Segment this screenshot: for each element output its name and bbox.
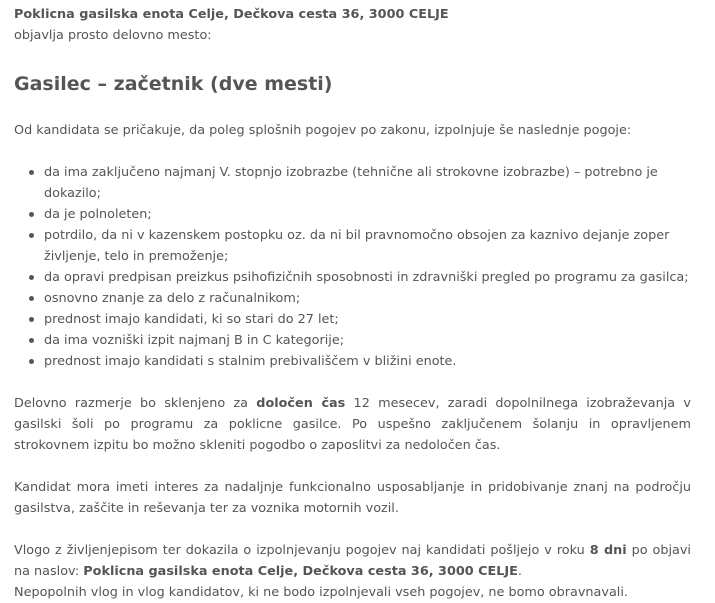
interest-paragraph: Kandidat mora imeti interes za nadaljnje funkcionalno usposabljanje in pridobivanje znanj na področju gasilstva, zaščite in reševanja ter za voznika motornih vozil. — [14, 480, 691, 516]
requirements-list — [14, 162, 691, 372]
organization-name: Poklicna gasilska enota Celje, Dečkova cesta 36, 3000 CELJE — [14, 7, 449, 22]
requirement-item: osnovno znanje za delo z računalnikom; — [44, 288, 691, 309]
incomplete-applications-note: Nepopolnih vlog in vlog kandidatov, ki ne bodo izpolnjevali vseh pogojev, ne bomo obravnavali. — [14, 585, 628, 600]
application-text-end: . — [517, 564, 522, 579]
employment-paragraph — [14, 393, 691, 456]
employment-text-end: 12 mesecev, zaradi dopolnilnega izobraževanja v gasilski šoli po programu za poklicne gasilce. Po uspešno zaključenem šolanju in opravljenem strokovnem izpitu bo možno skleniti pogodbo o zaposlitvi za nedoločen čas. — [14, 396, 691, 453]
application-paragraph — [14, 540, 691, 582]
requirement-item: potrdilo, da ni v kazenskem postopku oz. da ni bil pravnomočno obsojen za kaznivo dejanje zoper življenje, telo in premoženje; — [44, 225, 691, 267]
requirement-item: prednost imajo kandidati s stalnim prebivališčem v bližini enote. — [44, 351, 691, 372]
application-deadline: 8 dni — [589, 543, 627, 558]
job-title: Gasilec – začetnik (dve mesti) — [14, 73, 333, 95]
application-address: Poklicna gasilska enota Celje, Dečkova cesta 36, 3000 CELJE — [83, 564, 518, 579]
employment-term: določen čas — [256, 396, 346, 411]
application-text-middle: po objavi na naslov: — [14, 543, 691, 579]
requirement-item: da opravi predpisan preizkus psihofizičnih sposobnosti in zdravniški pregled po programu za gasilca; — [44, 267, 691, 288]
requirements-intro: Od kandidata se pričakuje, da poleg splošnih pogojev po zakonu, izpolnjuje še naslednje pogoje: — [14, 123, 632, 138]
application-text-start: Vlogo z življenjepisom ter dokazila o izpolnjevanju pogojev naj kandidati pošljejo v roku — [14, 543, 590, 558]
requirement-item: da ima zaključeno najmanj V. stopnjo izobrazbe (tehnične ali strokovne izobrazbe) – potrebno je dokazilo; — [44, 162, 691, 204]
requirement-item: prednost imajo kandidati, ki so stari do 27 let; — [44, 309, 691, 330]
requirement-item: da ima vozniški izpit najmanj B in C kategorije; — [44, 330, 691, 351]
requirement-item: da je polnoleten; — [44, 204, 691, 225]
employment-text-start: Delovno razmerje bo sklenjeno za — [14, 396, 257, 411]
posting-subtitle: objavlja prosto delovno mesto: — [14, 28, 212, 43]
